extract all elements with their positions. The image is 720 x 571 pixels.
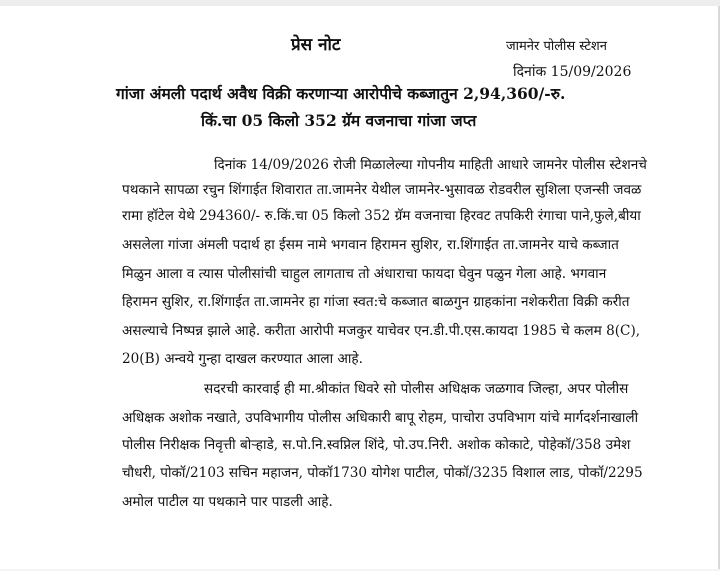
- paragraph1-line: पथकाने सापळा रचुन शिंगाईत शिवारात ता.जामनेर येथील जामनेर-भुसावळ रोडवरील सुशिला एजन्सी जवळ: [122, 182, 642, 198]
- paragraph1-line: रामा हॉटेल येथे 294360/- रु.किं.चा 05 किलो 352 ग्रॅम वजनाचा हिरवट तपकिरी रंगाचा पाने,फुले,बीया: [122, 208, 641, 224]
- scan-edge: [0, 0, 720, 6]
- paragraph1-line: असलेला गांजा अंमली पदार्थ हा ईसम नामे भगवान हिरामन सुशिर, रा.शिंगाईत ता.जामनेर याचे कब्जात: [122, 237, 619, 253]
- paragraph2-line: अमोल पाटील या पथकाने पार पाडली आहे.: [122, 494, 333, 510]
- paragraph2-line: सदरची कारवाई ही मा.श्रीकांत धिवरे सो पोलीस अधिक्षक जळगाव जिल्हा, अपर पोलीस: [204, 381, 629, 397]
- police-station-name: जामनेर पोलीस स्टेशन: [506, 39, 607, 54]
- headline-line-2: किं.चा 05 किलो 352 ग्रॅम वजनाचा गांजा जप्त: [201, 111, 477, 130]
- paragraph1-line: असल्याचे निष्पन्न झाले आहे. करीता आरोपी मजकुर याचेवर एन.डी.पी.एस.कायदा 1985 चे कलम 8(C),: [122, 323, 641, 339]
- paragraph1-line: हिरामन सुशिर, रा.शिंगाईत ता.जामनेर हा गांजा स्वत:चे कब्जात बाळगुन ग्राहकांना नशेकरीता विक्री करीत: [122, 294, 630, 310]
- paragraph1-line: 20(B) अन्वये गुन्हा दाखल करण्यात आला आहे.: [122, 351, 363, 367]
- page-title: प्रेस नोट: [291, 35, 341, 55]
- paragraph2-line: चौधरी, पोकॉ/2103 सचिन महाजन, पोकॉ1730 योगेश पाटील, पोकॉ/3235 विशाल लाड, पोकॉ/2295: [122, 465, 643, 481]
- paragraph2-line: अधिक्षक अशोक नखाते, उपविभागीय पोलीस अधिकारी बापू रोहम, पाचोरा उपविभाग यांचे मार्गदर्शनाखाली: [122, 410, 639, 426]
- paragraph1-line: दिनांक 14/09/2026 रोजी मिळालेल्या गोपनीय माहिती आधारे जामनेर पोलीस स्टेशनचे: [214, 157, 647, 173]
- paragraph2-line: पोलीस निरीक्षक निवृत्ती बोऱ्हाडे, स.पो.नि.स्वप्निल शिंदे, पो.उप.निरी. अशोक कोकाटे, पोहेकॉ/358 उमेश: [122, 437, 631, 453]
- headline-line-1: गांजा अंमली पदार्थ अवैध विक्री करणाऱ्या आरोपीचे कब्जातुन 2,94,360/-रु.: [116, 84, 566, 103]
- issue-date: दिनांक 15/09/2026: [513, 64, 632, 80]
- paragraph1-line: मिळुन आला व त्यास पोलीसांची चाहुल लागताच तो अंधाराचा फायदा घेवुन पळुन गेला आहे. भगवान: [122, 266, 607, 282]
